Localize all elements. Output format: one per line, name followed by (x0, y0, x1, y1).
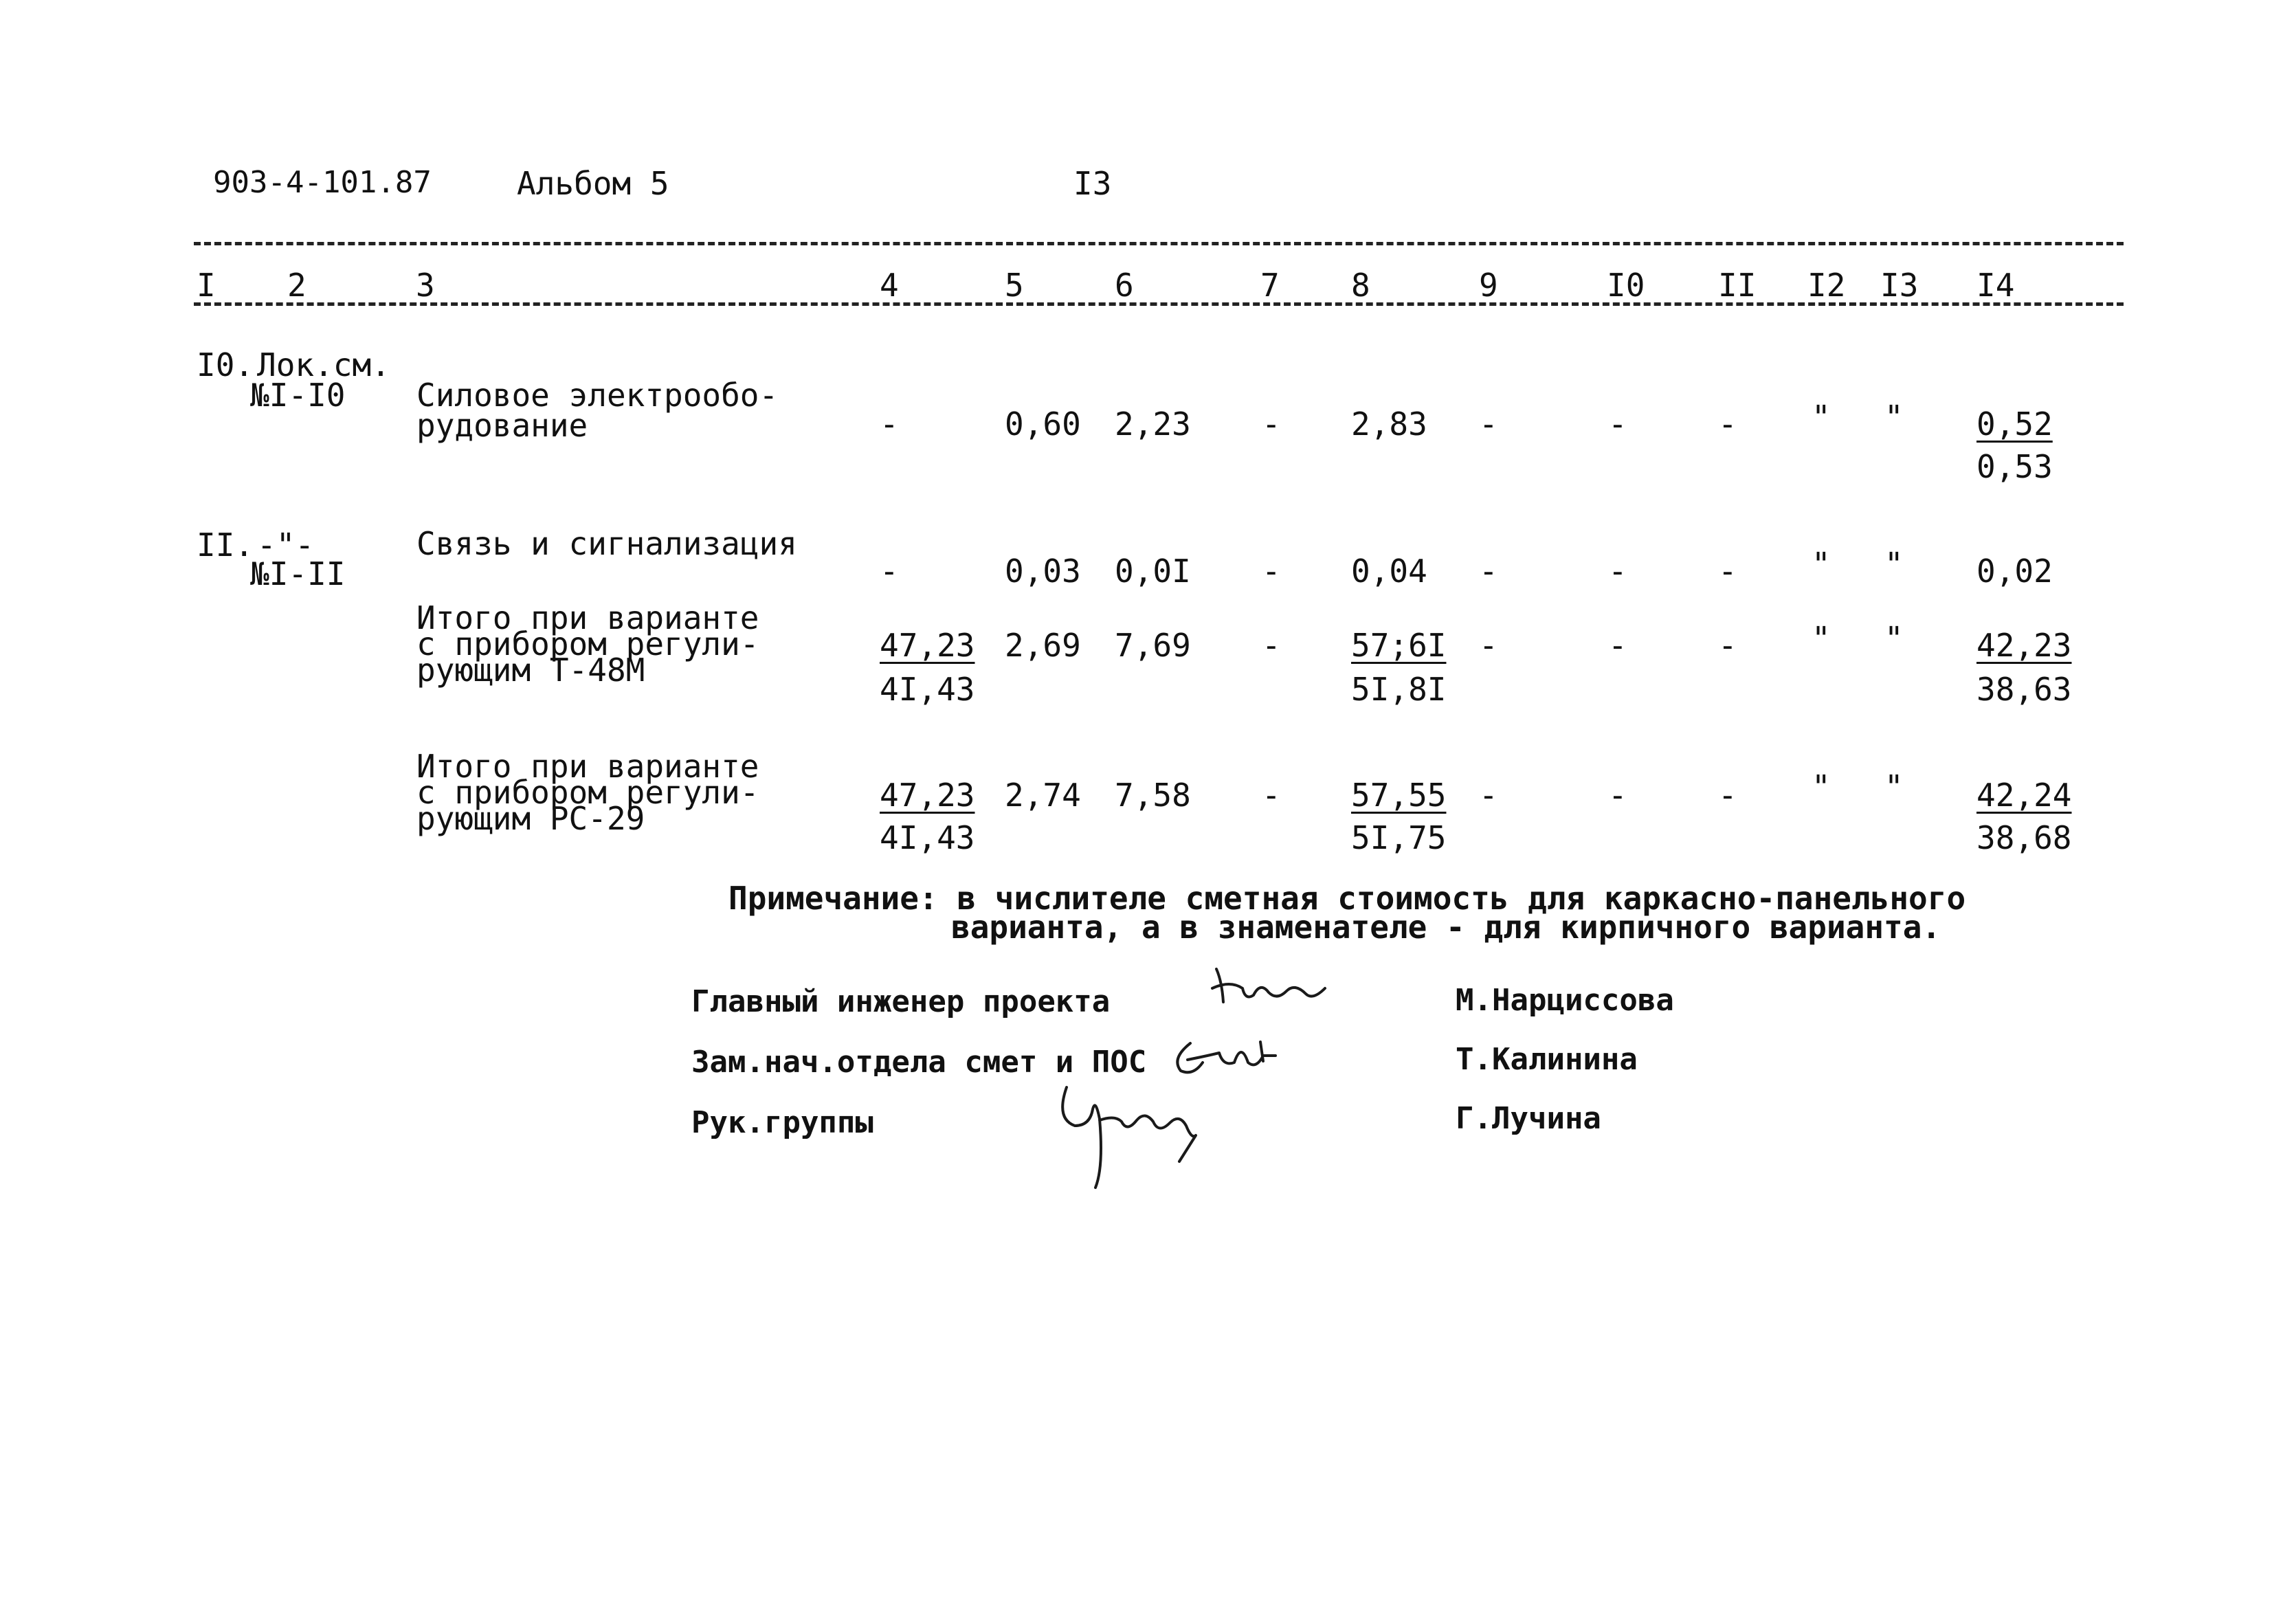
row-reference-number: №I-II (250, 555, 346, 592)
cell-col4-denominator: 4I,43 (880, 819, 975, 856)
signature-image (1160, 1028, 1298, 1083)
cell-col8: 2,83 (1351, 405, 1427, 443)
cell-col11: - (1718, 553, 1737, 590)
column-number: 9 (1479, 267, 1498, 304)
cell-col5: 2,74 (1005, 777, 1081, 814)
cell-col10: - (1608, 777, 1627, 814)
cell-col8-denominator: 5I,8I (1351, 671, 1447, 708)
cell-col11: - (1718, 405, 1737, 443)
cell-col9: - (1479, 405, 1498, 443)
cell-col11: - (1718, 777, 1737, 814)
cell-col11: - (1718, 627, 1737, 664)
row-name: Итого при варианте (416, 748, 759, 785)
column-number: 3 (416, 267, 435, 304)
cell-col14-denominator: 38,63 (1976, 671, 2072, 708)
album-label: Альбом 5 (517, 165, 669, 202)
note-line-2: варианта, а в знаменателе - для кирпичного варианта. (951, 909, 1941, 946)
table-top-rule (194, 242, 2124, 245)
cell-col7: - (1262, 627, 1281, 664)
row-name: рующим РС-29 (416, 800, 645, 837)
cell-col4: - (880, 553, 899, 590)
signature-image (1203, 961, 1340, 1023)
row-name: Силовое электрообо- (416, 377, 779, 414)
row-reference: -"- (257, 526, 315, 564)
cell-col8: 0,04 (1351, 553, 1427, 590)
cell-col5: 0,03 (1005, 553, 1081, 590)
cell-col10: - (1608, 405, 1627, 443)
cell-col8-numerator: 57;6I (1351, 627, 1447, 664)
cell-col10: - (1608, 553, 1627, 590)
column-number: 6 (1115, 267, 1134, 304)
cell-col6: 0,0I (1115, 553, 1191, 590)
cell-col6: 7,69 (1115, 627, 1191, 664)
row-name: с прибором регули- (416, 774, 759, 811)
row-name: с прибором регули- (416, 625, 759, 663)
row-reference: Лок.см. (257, 346, 390, 383)
cell-col4-denominator: 4I,43 (880, 671, 975, 708)
column-number: 2 (287, 267, 307, 304)
cell-col12: " (1812, 546, 1831, 583)
column-number: I0 (1607, 267, 1645, 304)
row-number: I0. (197, 346, 254, 383)
cell-col8-numerator: 57,55 (1351, 777, 1447, 814)
cell-col7: - (1262, 405, 1281, 443)
cell-col4: - (880, 405, 899, 443)
row-name: рующим Т-48М (416, 652, 645, 689)
cell-col7: - (1262, 777, 1281, 814)
cell-col4-numerator: 47,23 (880, 777, 975, 814)
cell-col14-numerator: 42,23 (1976, 627, 2072, 664)
column-number: 8 (1351, 267, 1370, 304)
cell-col12: " (1812, 620, 1831, 657)
cell-col13: " (1884, 620, 1904, 657)
signer-role: Зам.нач.отдела смет и ПОС (691, 1045, 1147, 1080)
cell-col10: - (1608, 627, 1627, 664)
column-number: 7 (1260, 267, 1280, 304)
cell-col13: " (1884, 399, 1904, 436)
row-reference-number: №I-I0 (250, 377, 346, 414)
cell-col13: " (1884, 768, 1904, 805)
cell-col14-denominator: 38,68 (1976, 819, 2072, 856)
document-code: 903-4-101.87 (213, 165, 432, 200)
cell-col14: 0,02 (1976, 553, 2053, 590)
signer-name: Г.Лучина (1456, 1101, 1601, 1136)
cell-col4-numerator: 47,23 (880, 627, 975, 664)
column-number: 4 (880, 267, 899, 304)
cell-col9: - (1479, 627, 1498, 664)
cell-col7: - (1262, 553, 1281, 590)
signer-role: Рук.группы (691, 1105, 873, 1140)
cell-col6: 2,23 (1115, 405, 1191, 443)
cell-col13: " (1884, 546, 1904, 583)
row-name: Связь и сигнализация (416, 525, 797, 562)
column-number: I (197, 267, 216, 304)
signer-role: Главный инженер проекта (691, 984, 1111, 1019)
cell-col6: 7,58 (1115, 777, 1191, 814)
row-number: II. (197, 526, 254, 564)
row-name: Итого при варианте (416, 599, 759, 636)
cell-col5: 0,60 (1005, 405, 1081, 443)
note-line-1: Примечание: в числителе сметная стоимость для каркасно-панельного (728, 880, 1966, 917)
cell-col8-denominator: 5I,75 (1351, 819, 1447, 856)
row-name: рудование (416, 407, 588, 444)
page-number: I3 (1073, 165, 1112, 202)
signer-name: М.Нарциссова (1456, 983, 1674, 1018)
signer-name: Т.Калинина (1456, 1042, 1638, 1077)
column-number: II (1718, 267, 1757, 304)
column-number: I3 (1880, 267, 1919, 304)
column-number: 5 (1005, 267, 1024, 304)
cell-col12: " (1812, 768, 1831, 805)
cell-col14-numerator: 42,24 (1976, 777, 2072, 814)
cell-col9: - (1479, 777, 1498, 814)
signature-image (1051, 1078, 1216, 1194)
cell-col9: - (1479, 553, 1498, 590)
column-number: I4 (1976, 267, 2015, 304)
cell-col14-numerator: 0,52 (1976, 405, 2053, 443)
cell-col12: " (1812, 399, 1831, 436)
column-number: I2 (1807, 267, 1846, 304)
cell-col5: 2,69 (1005, 627, 1081, 664)
cell-col14-denominator: 0,53 (1976, 448, 2053, 485)
